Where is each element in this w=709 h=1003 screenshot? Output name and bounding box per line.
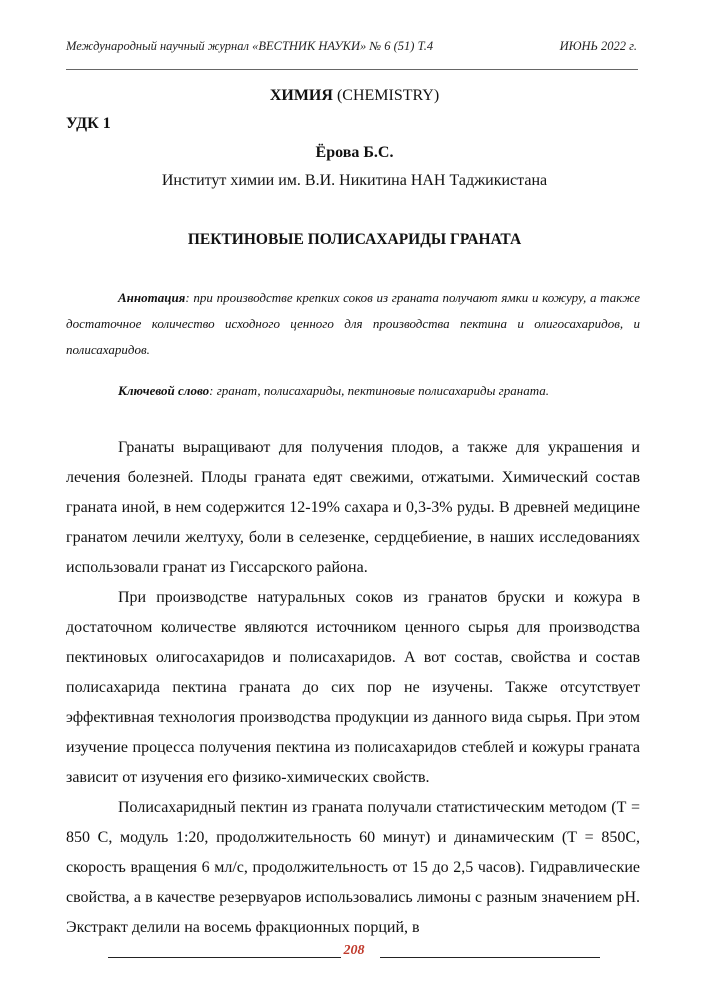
header-divider <box>66 69 638 70</box>
abstract <box>66 285 640 363</box>
paper-title: ПЕКТИНОВЫЕ ПОЛИСАХАРИДЫ ГРАНАТА <box>187 231 522 248</box>
keywords-text: : гранат, полисахариды, пектиновые полисахариды граната. <box>209 383 549 398</box>
author-name: Ёрова Б.С. <box>315 144 394 161</box>
author-affiliation: Институт химии им. В.И. Никитина НАН Таджикистана <box>161 172 548 189</box>
section-heading <box>0 87 709 105</box>
abstract-label: Аннотация <box>118 290 186 305</box>
keywords <box>66 383 640 399</box>
abstract-text: : при производстве крепких соков из граната получают ямки и кожуру, а также достаточное количество исходного ценного для производства пектина и олигосахаридов, и полисахаридов. <box>66 290 640 357</box>
body-paragraph: Гранаты выращивают для получения плодов, а также для украшения и лечения болезней. Плоды граната едят свежими, отжатыми. Химический состав граната иной, в нем содержится 12-19% сахара и 0,3-3% руды. В древней медицине гранатом лечили желтуху, боли в селезенке, сердцебиение, в наших исследованиях использовали гранат из Гиссарского района. <box>66 439 640 576</box>
page-number: 208 <box>343 943 365 958</box>
issue-date: ИЮНЬ 2022 г. <box>559 39 637 53</box>
udk-code: УДК 1 <box>66 115 111 132</box>
footer-rule-right <box>380 957 600 958</box>
section-heading-bold: ХИМИЯ <box>269 87 333 104</box>
body-text <box>66 433 640 943</box>
section-heading-rest: (CHEMISTRY) <box>332 87 440 104</box>
keywords-label: Ключевой слово <box>118 383 210 398</box>
journal-header: Международный научный журнал «ВЕСТНИК НАУКИ» № 6 (51) Т.4 <box>66 39 434 53</box>
body-paragraph: При производстве натуральных соков из гранатов бруски и кожура в достаточном количестве являются источником ценного сырья для производства пектиновых олигосахаридов и полисахаридов. А вот состав, свойства и состав полисахарида пектина граната до сих пор не изучены. Также отсутствует эффективная технология производства продукции из данного вида сырья. При этом изучение процесса получения пектина из полисахаридов стеблей и кожуры граната зависит от изучения его физико-химических свойств. <box>66 589 640 786</box>
page-footer <box>108 943 600 963</box>
body-paragraph: Полисахаридный пектин из граната получали статистическим методом (Т = 850 С, модуль 1:20, продолжительность 60 минут) и динамическим (Т = 850С, скорость вращения 6 мл/с, продолжительность от 15 до 2,5 часов). Гидравлические свойства, а в качестве резервуаров использовались лимоны с разным значением pH. Экстракт делили на восемь фракционных порций, в <box>66 799 640 936</box>
